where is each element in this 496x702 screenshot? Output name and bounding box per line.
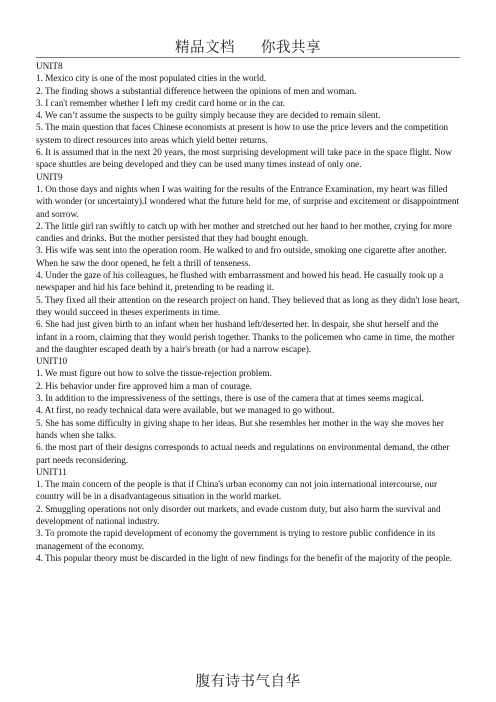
sentence-item: 3. In addition to the impressiveness of the settings, there is use of the camera that at times seems magical.: [36, 393, 424, 404]
unit-heading: UNIT10: [36, 356, 68, 367]
header-left-text: 精品文档: [175, 40, 235, 56]
unit-heading: UNIT11: [36, 466, 67, 477]
sentence-item: 4. At first, no ready technical data were available, but we managed to go without.: [36, 405, 335, 416]
sentence-item: 5. She has some difficulty in giving shape to her ideas. But she resembles her mother in the way she moves her hands when she talks.: [36, 417, 444, 440]
unit-heading: UNIT8: [36, 61, 63, 71]
sentence-item: 3. To promote the rapid development of economy the government is trying to restore public confidence in its management of the economy.: [36, 528, 436, 551]
unit-heading: UNIT9: [36, 171, 63, 182]
document-body: [36, 60, 460, 564]
sentence-item: 1. Mexico city is one of the most populated cities in the world.: [36, 73, 267, 84]
sentence-item: 6. She had just given birth to an infant when her husband left/deserted her. In despair, she shut herself and the infant in a room, claiming that they would perish together. Thanks to the policemen who came in time, the mother and the daughter escaped death by a hair's breath (or had a narrow escape).: [36, 319, 455, 354]
sentence-item: 6. the most part of their designs corresponds to actual needs and regulations on environmental demand, the other part needs reconsidering.: [36, 442, 450, 465]
sentence-item: 1. We must figure out how to solve the tissue-rejection problem.: [36, 368, 272, 379]
page-header: [0, 36, 496, 57]
sentence-item: 2. His behavior under fire approved him a man of courage.: [36, 380, 252, 391]
sentence-item: 5. They fixed all their attention on the research project on hand. They believed that as long as they didn't lose heart, they would succeed in theses experiments in time.: [36, 294, 460, 317]
sentence-item: 4. Under the gaze of his colleagues, he flushed with embarrassment and bowed his head. He casually took up a newspaper and hid his face behind it, pretending to be reading it.: [36, 270, 444, 293]
sentence-item: 2. The little girl ran swiftly to catch up with her mother and stretched out her hand to her mother, crying for more candies and drinks. But the mother persisted that they had bought enough.: [36, 220, 452, 244]
sentence-item: 2. Smuggling operations not only disorder out markets, and evade custom duty, but also harm the survival and development of national industry.: [36, 503, 441, 526]
sentence-item: 4. We can’t assume the suspects to be guilty simply because they are decided to remain silent.: [36, 110, 381, 121]
page-footer: 腹有诗书气自华: [195, 674, 301, 690]
sentence-item: 5. The main question that faces Chinese economists at present is how to use the price levers and the competition system to direct resources into areas which yield better returns.: [36, 122, 449, 145]
sentence-item: 6. It is assumed that in the next 20 years, the most surprising development will take pace in the space flight. Now space shuttles are being developed and they can be used many times instead of only one.: [36, 147, 452, 170]
sentence-item: 4. This popular theory must be discarded in the light of new findings for the benefit of the majority of the people.: [36, 552, 452, 563]
header-rule: [36, 57, 460, 58]
header-right-text: 你我共享: [261, 40, 321, 56]
sentence-item: 3. His wife was sent into the operation room. He walked to and fro outside, smoking one cigarette after another. When he saw the door opened, he felt a thrill of tenseness.: [36, 245, 447, 268]
sentence-item: 3. I can't remember whether I left my credit card home or in the car.: [36, 97, 286, 108]
sentence-item: 2. The finding shows a substantial difference between the opinions of men and woman.: [36, 85, 357, 96]
sentence-item: 1. On those days and nights when I was waiting for the results of the Entrance Examination, my heart was filled with wonder (or uncertainty).I wondered what the future held for me, of surprise and excitement or disappointment and sorrow.: [36, 183, 460, 219]
sentence-item: 1. The main concern of the people is that if China's urban economy can not join international intercourse, our country will be in a disadvantageous situation in the world market.: [36, 479, 438, 502]
